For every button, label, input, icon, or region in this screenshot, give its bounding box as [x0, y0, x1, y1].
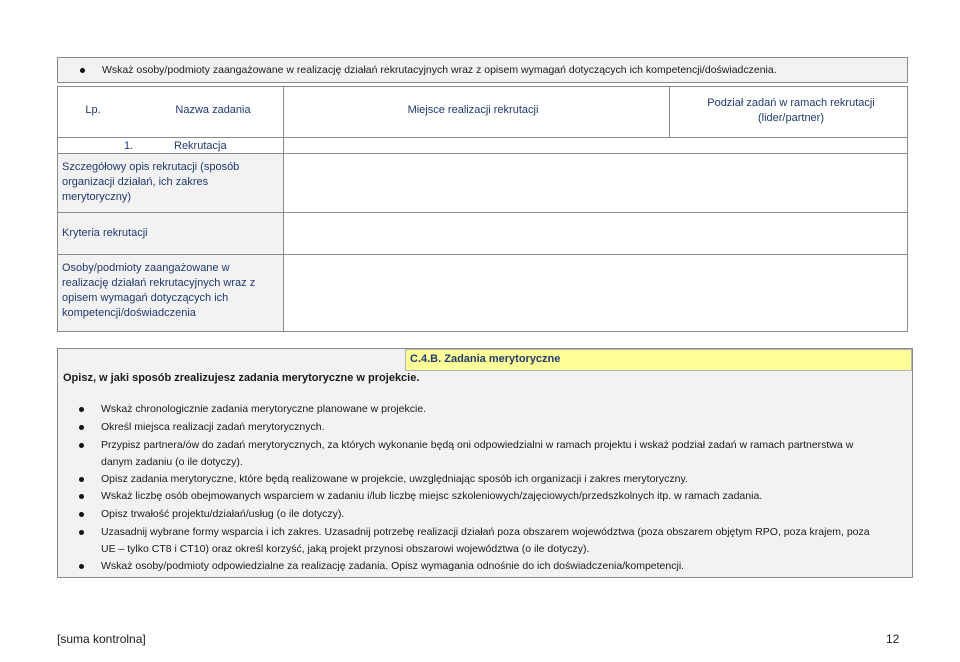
top-instruction-box: [57, 57, 908, 83]
header-division: Podział zadań w ramach rekrutacji (lider/partner): [707, 97, 875, 124]
row-label-persons: Osoby/podmioty zaangażowane w realizację działań rekrutacyjnych wraz z opisem wymagań dotyczących ich kompetencji/doświadczenia: [58, 255, 283, 331]
bullet-icon: [79, 425, 84, 430]
row-title: Rekrutacja: [174, 140, 227, 152]
recruitment-table: [57, 86, 908, 332]
bullet-icon: [79, 530, 84, 535]
bullet-icon: [79, 494, 84, 499]
bullet-icon: [79, 443, 84, 448]
bullet-icon: [79, 477, 84, 482]
section-label: C.4.B. Zadania merytoryczne: [405, 349, 912, 371]
header-location: Miejsce realizacji rekrutacji: [407, 104, 539, 116]
row-number: 1.: [124, 140, 134, 152]
page-number: 12: [886, 632, 900, 646]
footer-checksum-label: [suma kontrolna]: [57, 632, 146, 646]
header-lp: Lp.: [85, 104, 101, 116]
row-label-description: Szczegółowy opis rekrutacji (sposób organizacji działań, ich zakres merytoryczny): [58, 154, 283, 212]
top-bullet-text: Wskaż osoby/podmioty zaangażowane w realizację działań rekrutacyjnych wraz z opisem wymagań dotyczących ich kompetencji/doświadczenia.: [102, 64, 777, 76]
header-task-name: Nazwa zadania: [175, 104, 251, 116]
bullet-icon: [79, 407, 84, 412]
section-heading: Opisz, w jaki sposób zrealizujesz zadania merytoryczne w projekcie.: [63, 372, 420, 384]
row-label-criteria: Kryteria rekrutacji: [58, 213, 283, 254]
bullet-icon: [79, 512, 84, 517]
bullet-icon: [80, 68, 85, 73]
bullet-icon: [79, 564, 84, 569]
